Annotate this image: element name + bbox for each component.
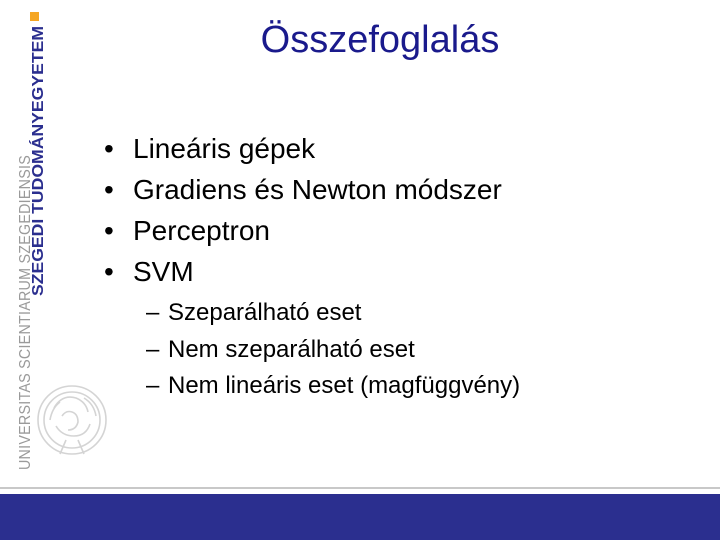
footer-bar [0, 494, 720, 540]
university-latin-name: UNIVERSITAS SCIENTIARUM SZEGEDIENSIS [17, 116, 34, 470]
bullet-marker: • [104, 133, 114, 164]
bullet-marker: • [104, 215, 114, 246]
bullet-marker: • [104, 256, 114, 287]
university-crest-icon [32, 368, 120, 468]
sub-bullet-text: Nem lineáris eset (magfüggvény) [168, 372, 521, 399]
university-hungarian-name: SZEGEDI TUDOMÁNYEGYETEM [30, 50, 47, 296]
bullet-text: SVM [133, 256, 194, 287]
sub-bullet-text: Nem szeparálható eset [168, 335, 415, 363]
sub-bullet-marker: – [146, 372, 160, 399]
slide-title: Összefoglalás [260, 19, 500, 61]
bullet-text: Lineáris gépek [133, 133, 316, 164]
sub-bullet-marker: – [146, 335, 160, 363]
sub-bullet-marker: – [146, 299, 160, 326]
footer-divider [0, 487, 720, 489]
sub-bullet-text: Szeparálható eset [168, 299, 362, 326]
bullet-text: Perceptron [133, 215, 270, 246]
bullet-marker: • [104, 174, 114, 205]
bullet-text: Gradiens és Newton módszer [133, 174, 502, 205]
